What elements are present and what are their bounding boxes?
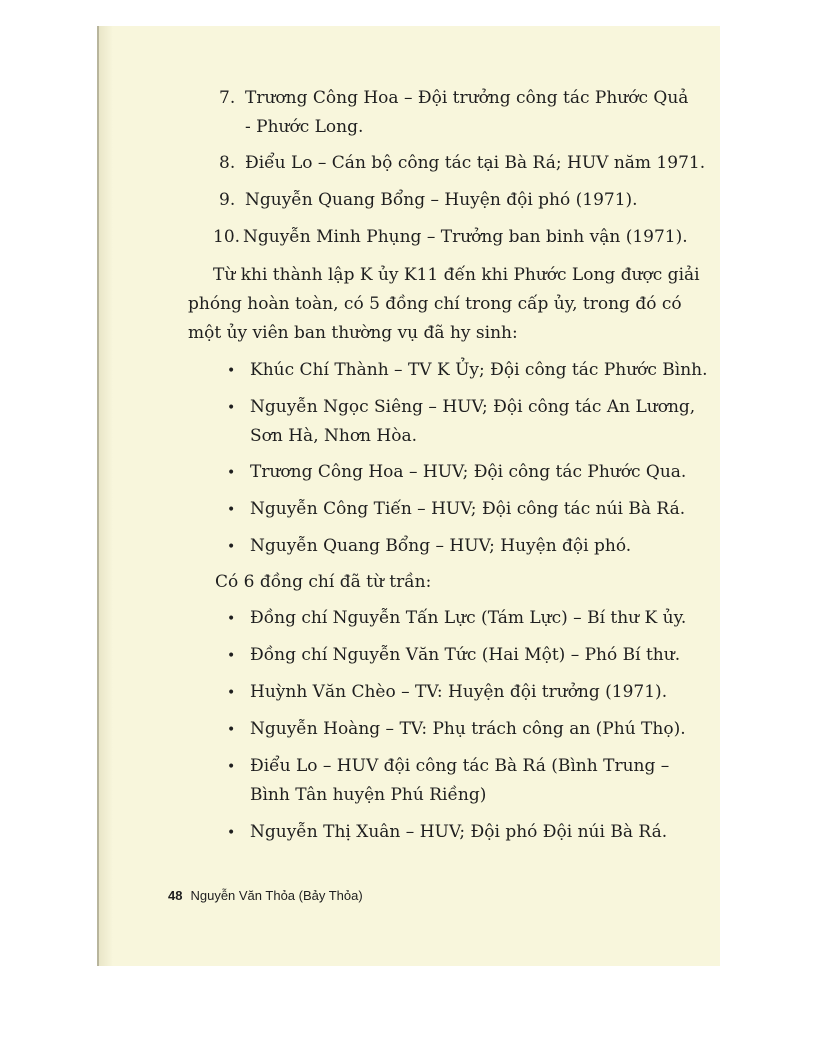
list-item: Điểu Lo – HUV đội công tác Bà Rá (Bình Trung – (250, 756, 670, 776)
list-item: Nguyễn Công Tiến – HUV; Đội công tác núi Bà Rá. (250, 499, 686, 519)
list-item: Đồng chí Nguyễn Tấn Lực (Tám Lực) – Bí thư K ủy. (250, 608, 687, 628)
paragraph-line: một ủy viên ban thường vụ đã hy sinh: (188, 323, 518, 343)
item-line: - Phước Long. (245, 117, 364, 137)
book-page (97, 26, 720, 966)
item-number: 9. (219, 190, 236, 210)
list-item: Sơn Hà, Nhơn Hòa. (250, 426, 418, 446)
paragraph-line: Có 6 đồng chí đã từ trần: (215, 572, 432, 592)
list-item: Khúc Chí Thành – TV K Ủy; Đội công tác Phước Bình. (250, 360, 708, 380)
list-item: Huỳnh Văn Chèo – TV: Huyện đội trưởng (1971). (250, 682, 668, 702)
list-item: Nguyễn Ngọc Siêng – HUV; Đội công tác An Lương, (250, 397, 696, 417)
item-line: Điểu Lo – Cán bộ công tác tại Bà Rá; HUV năm 1971. (245, 153, 706, 173)
paragraph-line: Từ khi thành lập K ủy K11 đến khi Phước Long được giải (213, 265, 700, 285)
page-number: 48 (168, 888, 183, 903)
page-footer (168, 888, 363, 903)
list-item: Nguyễn Thị Xuân – HUV; Đội phó Đội núi Bà Rá. (250, 822, 668, 842)
bullet-icon: • (227, 825, 236, 841)
bullet-icon: • (227, 759, 236, 775)
bullet-icon: • (227, 685, 236, 701)
bullet-icon: • (227, 722, 236, 738)
list-item: Nguyễn Hoàng – TV: Phụ trách công an (Phú Thọ). (250, 719, 686, 739)
footer-author: Nguyễn Văn Thỏa (Bảy Thỏa) (190, 888, 363, 903)
paragraph-line: phóng hoàn toàn, có 5 đồng chí trong cấp ủy, trong đó có (188, 294, 682, 314)
bullet-icon: • (227, 363, 236, 379)
list-item: Trương Công Hoa – HUV; Đội công tác Phước Qua. (250, 462, 687, 482)
bullet-icon: • (227, 502, 236, 518)
item-number: 7. (219, 88, 236, 108)
bullet-icon: • (227, 400, 236, 416)
list-item: Đồng chí Nguyễn Văn Tức (Hai Một) – Phó Bí thư. (250, 645, 681, 665)
bullet-icon: • (227, 648, 236, 664)
list-item: Nguyễn Quang Bổng – HUV; Huyện đội phó. (250, 536, 632, 556)
item-line: Nguyễn Quang Bổng – Huyện đội phó (1971). (245, 190, 638, 210)
bullet-icon: • (227, 465, 236, 481)
page-binding-edge (97, 26, 113, 966)
item-number: 8. (219, 153, 236, 173)
item-number: 10. (213, 227, 241, 247)
item-line: Trương Công Hoa – Đội trưởng công tác Phước Quả (245, 88, 689, 108)
item-line: Nguyễn Minh Phụng – Trưởng ban binh vận (1971). (243, 227, 688, 247)
list-item: Bình Tân huyện Phú Riềng) (250, 785, 487, 805)
bullet-icon: • (227, 611, 236, 627)
bullet-icon: • (227, 539, 236, 555)
